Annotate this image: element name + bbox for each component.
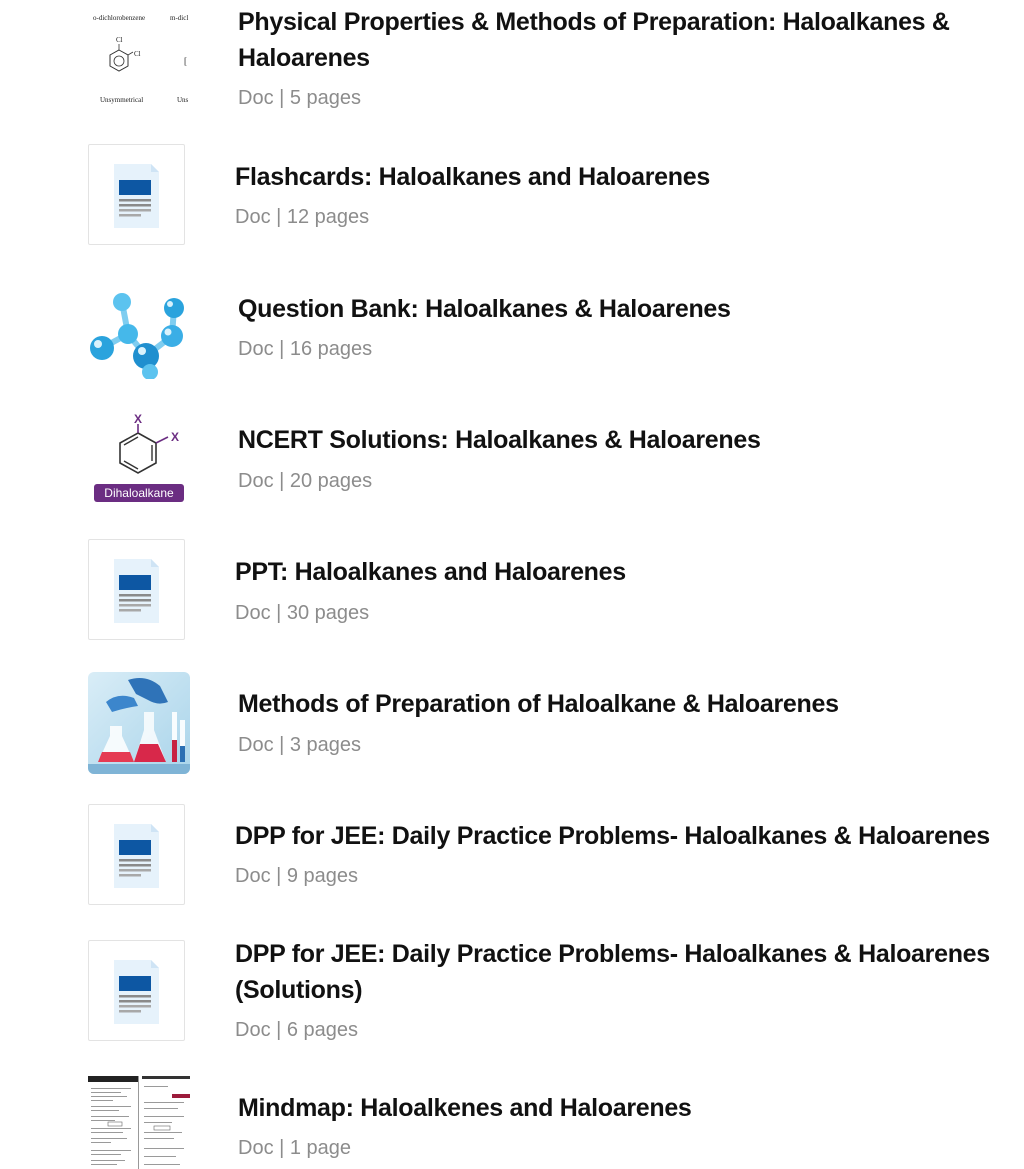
- document-icon[interactable]: [88, 804, 185, 905]
- item-title[interactable]: Flashcards: Haloalkanes and Haloarenes: [235, 163, 710, 191]
- list-item[interactable]: [88, 286, 1024, 380]
- document-icon[interactable]: [88, 144, 185, 245]
- item-meta: Doc | 6 pages: [235, 1019, 359, 1041]
- svg-text:[: [: [184, 56, 187, 66]
- dihaloalkane-thumbnail[interactable]: [88, 410, 190, 506]
- item-meta: Doc | 16 pages: [238, 338, 373, 360]
- list-item[interactable]: [88, 0, 1024, 125]
- dichlorobenzene-thumbnail[interactable]: [88, 6, 190, 110]
- item-title[interactable]: PPT: Haloalkanes and Haloarenes: [235, 558, 626, 586]
- halogen-x-label: X: [134, 412, 143, 426]
- list-item[interactable]: [88, 410, 1024, 510]
- list-item[interactable]: [88, 143, 1024, 247]
- halogen-x-label: X: [171, 430, 180, 444]
- thumb-label-o: o-dichlorobenzene: [93, 14, 146, 22]
- item-meta: Doc | 5 pages: [238, 87, 362, 109]
- molecule-model-thumbnail[interactable]: [88, 286, 190, 379]
- item-meta: Doc | 1 page: [238, 1137, 352, 1159]
- item-title[interactable]: Methods of Preparation of Haloalkane & Haloarenes: [238, 690, 839, 718]
- item-title[interactable]: Mindmap: Haloalkenes and Haloarenes: [238, 1094, 692, 1122]
- mindmap-thumbnail[interactable]: [88, 1076, 190, 1169]
- list-item[interactable]: [88, 671, 1024, 775]
- thumb-label-unsym: Unsymmetrical: [100, 96, 144, 104]
- item-title[interactable]: DPP for JEE: Daily Practice Problems- Haloalkanes & Haloarenes: [235, 822, 990, 850]
- thumb-label-cl1: Cl: [116, 36, 123, 44]
- thumb-label-cl2: Cl: [134, 50, 141, 58]
- item-title[interactable]: Question Bank: Haloalkanes & Haloarenes: [238, 295, 731, 323]
- item-meta: Doc | 30 pages: [235, 602, 370, 624]
- list-item[interactable]: [88, 939, 1024, 1043]
- thumb-label-m: m-dicl: [170, 14, 189, 22]
- item-meta: Doc | 9 pages: [235, 865, 359, 887]
- item-meta: Doc | 20 pages: [238, 470, 373, 492]
- list-item[interactable]: [88, 803, 1024, 907]
- item-meta: Doc | 3 pages: [238, 734, 362, 756]
- item-title[interactable]: NCERT Solutions: Haloalkanes & Haloarenes: [238, 426, 761, 454]
- document-icon[interactable]: [88, 539, 185, 640]
- dihaloalkane-label: Dihaloalkane: [104, 486, 174, 500]
- item-title[interactable]: Physical Properties & Methods of Preparation: Haloalkanes & Haloarenes: [238, 8, 950, 72]
- thumb-label-uns: Uns: [177, 96, 189, 104]
- lab-flasks-thumbnail[interactable]: [88, 672, 190, 774]
- list-item[interactable]: [88, 1076, 1024, 1169]
- document-icon[interactable]: [88, 940, 185, 1041]
- list-item[interactable]: [88, 538, 1024, 642]
- item-meta: Doc | 12 pages: [235, 206, 370, 228]
- item-title[interactable]: DPP for JEE: Daily Practice Problems- Haloalkanes & Haloarenes (Solutions): [235, 940, 990, 1004]
